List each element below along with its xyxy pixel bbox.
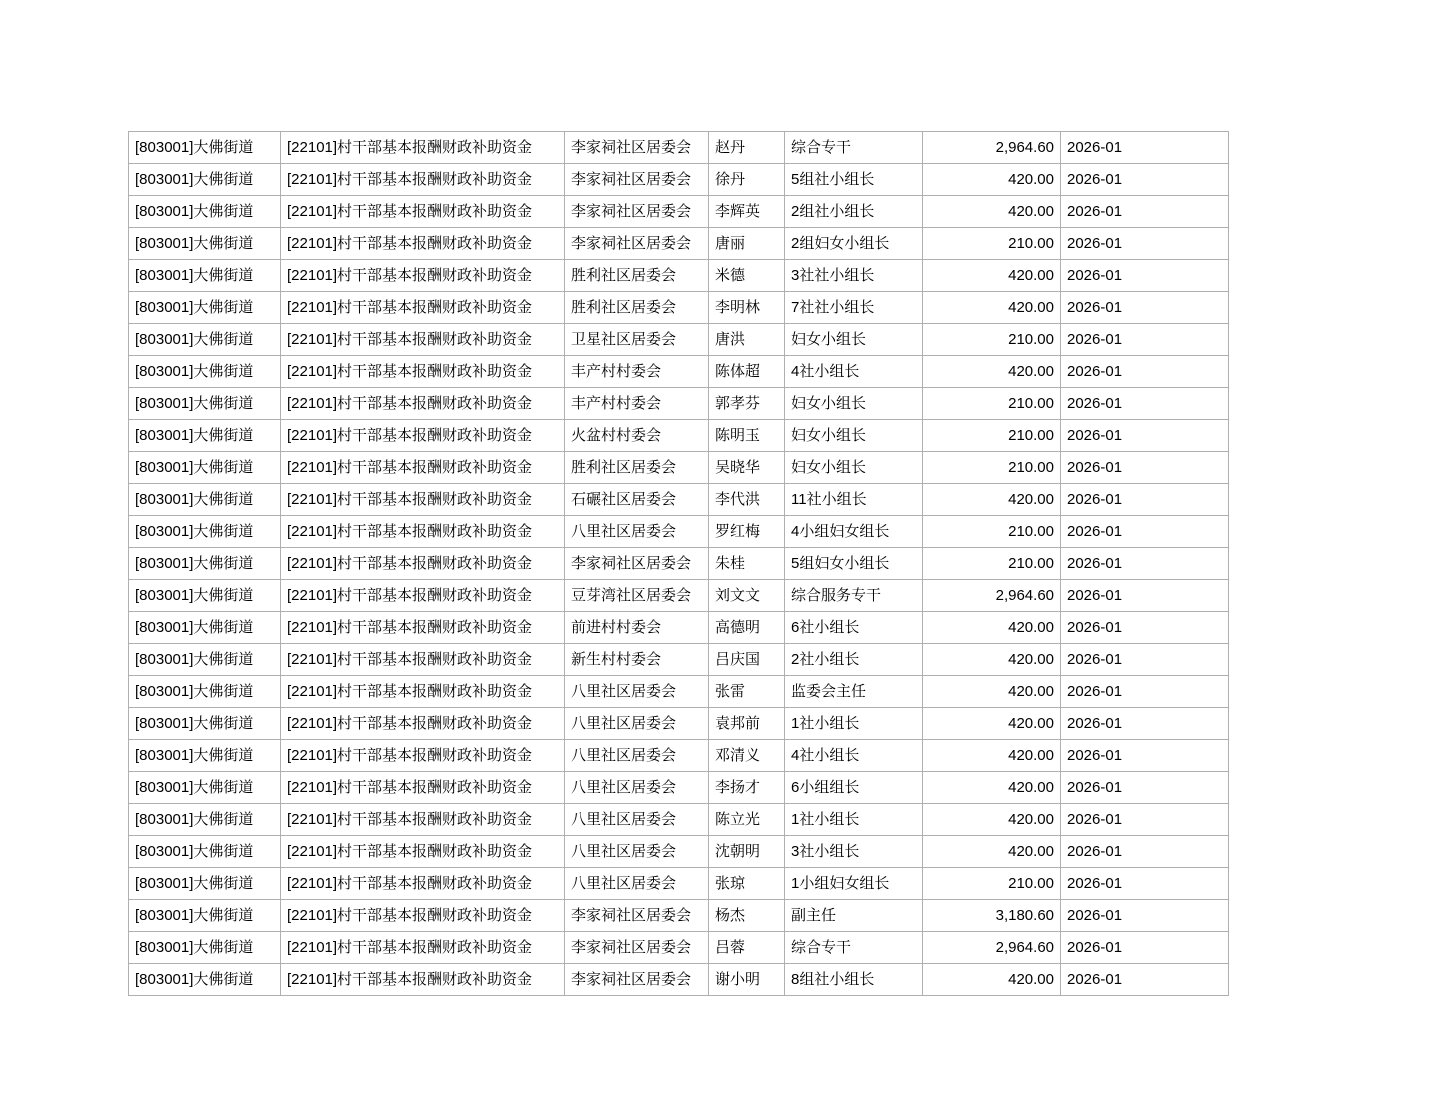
cell-amount: 210.00 bbox=[923, 324, 1061, 356]
table-row bbox=[129, 932, 1229, 964]
cell-fund-item: [22101]村干部基本报酬财政补助资金 bbox=[281, 740, 565, 772]
cell-person-name: 唐洪 bbox=[709, 324, 785, 356]
cell-position: 3社社小组长 bbox=[785, 260, 923, 292]
cell-department: [803001]大佛街道 bbox=[129, 932, 281, 964]
table-row bbox=[129, 740, 1229, 772]
cell-person-name: 袁邦前 bbox=[709, 708, 785, 740]
cell-position: 综合服务专干 bbox=[785, 580, 923, 612]
cell-position: 副主任 bbox=[785, 900, 923, 932]
cell-department: [803001]大佛街道 bbox=[129, 388, 281, 420]
cell-position: 3社小组长 bbox=[785, 836, 923, 868]
table-row bbox=[129, 708, 1229, 740]
cell-amount: 210.00 bbox=[923, 452, 1061, 484]
cell-organization: 八里社区居委会 bbox=[565, 868, 709, 900]
cell-amount: 420.00 bbox=[923, 196, 1061, 228]
cell-amount: 420.00 bbox=[923, 356, 1061, 388]
cell-fund-item: [22101]村干部基本报酬财政补助资金 bbox=[281, 228, 565, 260]
cell-position: 4社小组长 bbox=[785, 356, 923, 388]
cell-organization: 胜利社区居委会 bbox=[565, 292, 709, 324]
cell-amount: 2,964.60 bbox=[923, 580, 1061, 612]
table-row bbox=[129, 676, 1229, 708]
table-row bbox=[129, 452, 1229, 484]
cell-fund-item: [22101]村干部基本报酬财政补助资金 bbox=[281, 260, 565, 292]
cell-amount: 420.00 bbox=[923, 676, 1061, 708]
cell-fund-item: [22101]村干部基本报酬财政补助资金 bbox=[281, 644, 565, 676]
cell-organization: 火盆村村委会 bbox=[565, 420, 709, 452]
cell-period: 2026-01 bbox=[1061, 548, 1229, 580]
cell-organization: 李家祠社区居委会 bbox=[565, 196, 709, 228]
cell-fund-item: [22101]村干部基本报酬财政补助资金 bbox=[281, 900, 565, 932]
cell-organization: 八里社区居委会 bbox=[565, 708, 709, 740]
cell-fund-item: [22101]村干部基本报酬财政补助资金 bbox=[281, 420, 565, 452]
cell-period: 2026-01 bbox=[1061, 612, 1229, 644]
cell-person-name: 李辉英 bbox=[709, 196, 785, 228]
cell-period: 2026-01 bbox=[1061, 580, 1229, 612]
cell-amount: 210.00 bbox=[923, 388, 1061, 420]
cell-period: 2026-01 bbox=[1061, 964, 1229, 996]
cell-period: 2026-01 bbox=[1061, 708, 1229, 740]
cell-organization: 八里社区居委会 bbox=[565, 836, 709, 868]
cell-person-name: 吕蓉 bbox=[709, 932, 785, 964]
cell-department: [803001]大佛街道 bbox=[129, 420, 281, 452]
cell-period: 2026-01 bbox=[1061, 644, 1229, 676]
cell-position: 1小组妇女组长 bbox=[785, 868, 923, 900]
cell-fund-item: [22101]村干部基本报酬财政补助资金 bbox=[281, 516, 565, 548]
cell-organization: 李家祠社区居委会 bbox=[565, 228, 709, 260]
cell-organization: 八里社区居委会 bbox=[565, 740, 709, 772]
cell-department: [803001]大佛街道 bbox=[129, 836, 281, 868]
cell-fund-item: [22101]村干部基本报酬财政补助资金 bbox=[281, 132, 565, 164]
cell-amount: 420.00 bbox=[923, 836, 1061, 868]
cell-department: [803001]大佛街道 bbox=[129, 708, 281, 740]
cell-position: 8组社小组长 bbox=[785, 964, 923, 996]
subsidy-table bbox=[128, 131, 1229, 996]
cell-organization: 胜利社区居委会 bbox=[565, 452, 709, 484]
cell-department: [803001]大佛街道 bbox=[129, 132, 281, 164]
cell-department: [803001]大佛街道 bbox=[129, 644, 281, 676]
cell-fund-item: [22101]村干部基本报酬财政补助资金 bbox=[281, 452, 565, 484]
table-row bbox=[129, 484, 1229, 516]
cell-position: 妇女小组长 bbox=[785, 388, 923, 420]
cell-period: 2026-01 bbox=[1061, 452, 1229, 484]
cell-fund-item: [22101]村干部基本报酬财政补助资金 bbox=[281, 548, 565, 580]
cell-department: [803001]大佛街道 bbox=[129, 548, 281, 580]
cell-person-name: 杨杰 bbox=[709, 900, 785, 932]
cell-person-name: 李扬才 bbox=[709, 772, 785, 804]
cell-organization: 李家祠社区居委会 bbox=[565, 964, 709, 996]
cell-department: [803001]大佛街道 bbox=[129, 900, 281, 932]
cell-period: 2026-01 bbox=[1061, 324, 1229, 356]
cell-amount: 420.00 bbox=[923, 484, 1061, 516]
cell-organization: 豆芽湾社区居委会 bbox=[565, 580, 709, 612]
cell-period: 2026-01 bbox=[1061, 516, 1229, 548]
cell-fund-item: [22101]村干部基本报酬财政补助资金 bbox=[281, 292, 565, 324]
cell-period: 2026-01 bbox=[1061, 868, 1229, 900]
cell-fund-item: [22101]村干部基本报酬财政补助资金 bbox=[281, 612, 565, 644]
cell-department: [803001]大佛街道 bbox=[129, 740, 281, 772]
cell-amount: 420.00 bbox=[923, 164, 1061, 196]
cell-person-name: 李明林 bbox=[709, 292, 785, 324]
cell-position: 5组社小组长 bbox=[785, 164, 923, 196]
cell-organization: 李家祠社区居委会 bbox=[565, 132, 709, 164]
cell-amount: 210.00 bbox=[923, 868, 1061, 900]
cell-department: [803001]大佛街道 bbox=[129, 868, 281, 900]
cell-position: 综合专干 bbox=[785, 132, 923, 164]
cell-amount: 420.00 bbox=[923, 644, 1061, 676]
cell-department: [803001]大佛街道 bbox=[129, 164, 281, 196]
cell-amount: 2,964.60 bbox=[923, 932, 1061, 964]
cell-department: [803001]大佛街道 bbox=[129, 324, 281, 356]
cell-amount: 420.00 bbox=[923, 772, 1061, 804]
table-row bbox=[129, 580, 1229, 612]
cell-person-name: 陈立光 bbox=[709, 804, 785, 836]
cell-period: 2026-01 bbox=[1061, 132, 1229, 164]
cell-fund-item: [22101]村干部基本报酬财政补助资金 bbox=[281, 964, 565, 996]
cell-period: 2026-01 bbox=[1061, 260, 1229, 292]
cell-position: 4小组妇女组长 bbox=[785, 516, 923, 548]
table-row bbox=[129, 324, 1229, 356]
cell-position: 2组妇女小组长 bbox=[785, 228, 923, 260]
cell-person-name: 邓清义 bbox=[709, 740, 785, 772]
cell-fund-item: [22101]村干部基本报酬财政补助资金 bbox=[281, 580, 565, 612]
table-row bbox=[129, 388, 1229, 420]
table-row bbox=[129, 260, 1229, 292]
table-row bbox=[129, 132, 1229, 164]
cell-organization: 李家祠社区居委会 bbox=[565, 900, 709, 932]
cell-organization: 李家祠社区居委会 bbox=[565, 932, 709, 964]
cell-position: 2社小组长 bbox=[785, 644, 923, 676]
subsidy-table-container bbox=[128, 131, 1228, 996]
cell-position: 1社小组长 bbox=[785, 708, 923, 740]
cell-period: 2026-01 bbox=[1061, 356, 1229, 388]
cell-period: 2026-01 bbox=[1061, 836, 1229, 868]
table-row bbox=[129, 420, 1229, 452]
cell-department: [803001]大佛街道 bbox=[129, 228, 281, 260]
cell-organization: 李家祠社区居委会 bbox=[565, 164, 709, 196]
table-row bbox=[129, 804, 1229, 836]
cell-person-name: 徐丹 bbox=[709, 164, 785, 196]
cell-amount: 2,964.60 bbox=[923, 132, 1061, 164]
cell-period: 2026-01 bbox=[1061, 196, 1229, 228]
cell-person-name: 吕庆国 bbox=[709, 644, 785, 676]
table-row bbox=[129, 196, 1229, 228]
cell-position: 妇女小组长 bbox=[785, 420, 923, 452]
cell-amount: 420.00 bbox=[923, 804, 1061, 836]
cell-fund-item: [22101]村干部基本报酬财政补助资金 bbox=[281, 196, 565, 228]
cell-organization: 前进村村委会 bbox=[565, 612, 709, 644]
cell-organization: 石碾社区居委会 bbox=[565, 484, 709, 516]
cell-department: [803001]大佛街道 bbox=[129, 964, 281, 996]
cell-department: [803001]大佛街道 bbox=[129, 356, 281, 388]
cell-person-name: 张雷 bbox=[709, 676, 785, 708]
table-row bbox=[129, 516, 1229, 548]
cell-department: [803001]大佛街道 bbox=[129, 772, 281, 804]
cell-person-name: 朱桂 bbox=[709, 548, 785, 580]
cell-organization: 八里社区居委会 bbox=[565, 772, 709, 804]
cell-fund-item: [22101]村干部基本报酬财政补助资金 bbox=[281, 164, 565, 196]
table-row bbox=[129, 164, 1229, 196]
cell-department: [803001]大佛街道 bbox=[129, 804, 281, 836]
cell-period: 2026-01 bbox=[1061, 484, 1229, 516]
cell-person-name: 刘文文 bbox=[709, 580, 785, 612]
cell-organization: 丰产村村委会 bbox=[565, 388, 709, 420]
cell-department: [803001]大佛街道 bbox=[129, 516, 281, 548]
cell-fund-item: [22101]村干部基本报酬财政补助资金 bbox=[281, 676, 565, 708]
cell-person-name: 陈体超 bbox=[709, 356, 785, 388]
cell-department: [803001]大佛街道 bbox=[129, 260, 281, 292]
cell-department: [803001]大佛街道 bbox=[129, 196, 281, 228]
cell-amount: 420.00 bbox=[923, 740, 1061, 772]
cell-department: [803001]大佛街道 bbox=[129, 580, 281, 612]
cell-person-name: 张琼 bbox=[709, 868, 785, 900]
cell-position: 5组妇女小组长 bbox=[785, 548, 923, 580]
cell-period: 2026-01 bbox=[1061, 676, 1229, 708]
cell-period: 2026-01 bbox=[1061, 740, 1229, 772]
table-row bbox=[129, 836, 1229, 868]
cell-amount: 420.00 bbox=[923, 708, 1061, 740]
cell-person-name: 沈朝明 bbox=[709, 836, 785, 868]
cell-period: 2026-01 bbox=[1061, 772, 1229, 804]
table-row bbox=[129, 356, 1229, 388]
table-row bbox=[129, 548, 1229, 580]
cell-person-name: 谢小明 bbox=[709, 964, 785, 996]
table-row bbox=[129, 900, 1229, 932]
cell-fund-item: [22101]村干部基本报酬财政补助资金 bbox=[281, 708, 565, 740]
cell-person-name: 李代洪 bbox=[709, 484, 785, 516]
cell-organization: 八里社区居委会 bbox=[565, 676, 709, 708]
cell-fund-item: [22101]村干部基本报酬财政补助资金 bbox=[281, 356, 565, 388]
table-row bbox=[129, 772, 1229, 804]
cell-fund-item: [22101]村干部基本报酬财政补助资金 bbox=[281, 772, 565, 804]
cell-person-name: 郭孝芬 bbox=[709, 388, 785, 420]
cell-organization: 李家祠社区居委会 bbox=[565, 548, 709, 580]
cell-organization: 卫星社区居委会 bbox=[565, 324, 709, 356]
table-row bbox=[129, 612, 1229, 644]
cell-organization: 胜利社区居委会 bbox=[565, 260, 709, 292]
cell-position: 2组社小组长 bbox=[785, 196, 923, 228]
cell-department: [803001]大佛街道 bbox=[129, 452, 281, 484]
cell-organization: 八里社区居委会 bbox=[565, 804, 709, 836]
cell-position: 监委会主任 bbox=[785, 676, 923, 708]
cell-position: 6社小组长 bbox=[785, 612, 923, 644]
cell-position: 妇女小组长 bbox=[785, 452, 923, 484]
cell-person-name: 罗红梅 bbox=[709, 516, 785, 548]
cell-position: 11社小组长 bbox=[785, 484, 923, 516]
cell-amount: 210.00 bbox=[923, 548, 1061, 580]
cell-department: [803001]大佛街道 bbox=[129, 612, 281, 644]
cell-position: 4社小组长 bbox=[785, 740, 923, 772]
table-row bbox=[129, 964, 1229, 996]
cell-position: 综合专干 bbox=[785, 932, 923, 964]
cell-period: 2026-01 bbox=[1061, 804, 1229, 836]
cell-person-name: 吴晓华 bbox=[709, 452, 785, 484]
cell-fund-item: [22101]村干部基本报酬财政补助资金 bbox=[281, 484, 565, 516]
cell-person-name: 赵丹 bbox=[709, 132, 785, 164]
cell-position: 7社社小组长 bbox=[785, 292, 923, 324]
cell-period: 2026-01 bbox=[1061, 292, 1229, 324]
cell-organization: 八里社区居委会 bbox=[565, 516, 709, 548]
cell-period: 2026-01 bbox=[1061, 164, 1229, 196]
cell-amount: 210.00 bbox=[923, 228, 1061, 260]
cell-position: 1社小组长 bbox=[785, 804, 923, 836]
cell-amount: 210.00 bbox=[923, 516, 1061, 548]
cell-department: [803001]大佛街道 bbox=[129, 484, 281, 516]
table-row bbox=[129, 868, 1229, 900]
cell-amount: 420.00 bbox=[923, 292, 1061, 324]
cell-person-name: 陈明玉 bbox=[709, 420, 785, 452]
table-body bbox=[129, 132, 1229, 996]
cell-fund-item: [22101]村干部基本报酬财政补助资金 bbox=[281, 836, 565, 868]
cell-fund-item: [22101]村干部基本报酬财政补助资金 bbox=[281, 868, 565, 900]
cell-amount: 420.00 bbox=[923, 260, 1061, 292]
table-row bbox=[129, 292, 1229, 324]
cell-amount: 3,180.60 bbox=[923, 900, 1061, 932]
cell-position: 妇女小组长 bbox=[785, 324, 923, 356]
cell-period: 2026-01 bbox=[1061, 228, 1229, 260]
cell-period: 2026-01 bbox=[1061, 900, 1229, 932]
cell-period: 2026-01 bbox=[1061, 388, 1229, 420]
cell-fund-item: [22101]村干部基本报酬财政补助资金 bbox=[281, 932, 565, 964]
cell-amount: 210.00 bbox=[923, 420, 1061, 452]
cell-fund-item: [22101]村干部基本报酬财政补助资金 bbox=[281, 388, 565, 420]
cell-person-name: 高德明 bbox=[709, 612, 785, 644]
cell-fund-item: [22101]村干部基本报酬财政补助资金 bbox=[281, 324, 565, 356]
cell-amount: 420.00 bbox=[923, 964, 1061, 996]
cell-position: 6小组组长 bbox=[785, 772, 923, 804]
cell-fund-item: [22101]村干部基本报酬财政补助资金 bbox=[281, 804, 565, 836]
cell-amount: 420.00 bbox=[923, 612, 1061, 644]
cell-person-name: 唐丽 bbox=[709, 228, 785, 260]
cell-person-name: 米德 bbox=[709, 260, 785, 292]
cell-period: 2026-01 bbox=[1061, 420, 1229, 452]
table-row bbox=[129, 228, 1229, 260]
cell-department: [803001]大佛街道 bbox=[129, 292, 281, 324]
cell-period: 2026-01 bbox=[1061, 932, 1229, 964]
cell-organization: 新生村村委会 bbox=[565, 644, 709, 676]
table-row bbox=[129, 644, 1229, 676]
cell-department: [803001]大佛街道 bbox=[129, 676, 281, 708]
cell-organization: 丰产村村委会 bbox=[565, 356, 709, 388]
